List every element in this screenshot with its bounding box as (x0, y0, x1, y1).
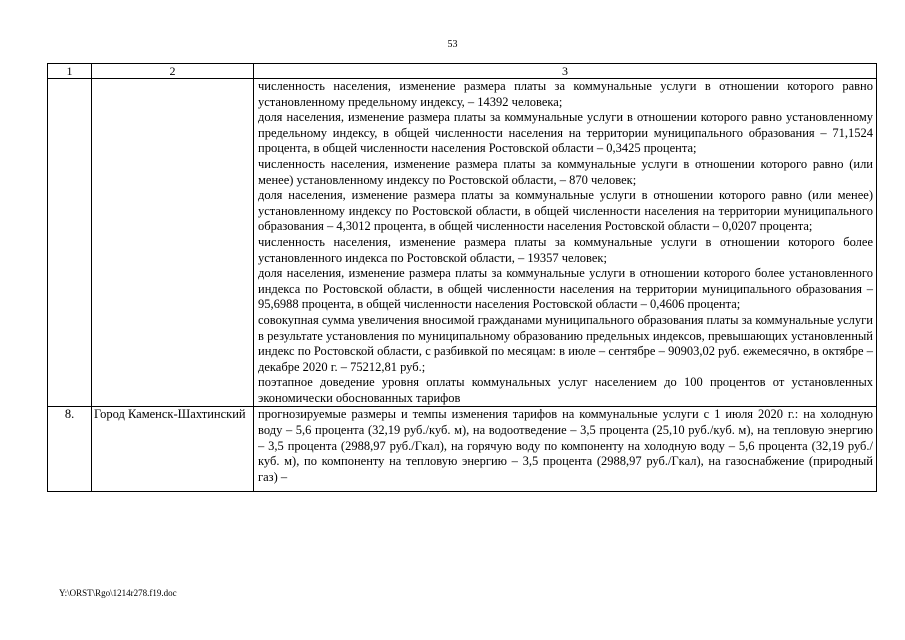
paragraph: численность населения, изменение размера платы за коммунальные услуги в отношении которого равно установленному предельному индексу, – 14392 человека; (258, 79, 873, 109)
municipality-name-cell: Город Каменск-Шахтинский (92, 407, 254, 492)
header-cell-2: 2 (92, 64, 254, 79)
document-table (47, 63, 877, 492)
file-path-footer: Y:\ORST\Rgo\1214r278.f19.doc (59, 588, 177, 598)
description-clip (258, 407, 873, 491)
paragraph: доля населения, изменение размера платы за коммунальные услуги в отношении которого равно установленному предельному индексу, в общей численности населения на территории муниципального образования – 71,1524 процента, в общей численности населения Ростовской области – 0,3425 процента; (258, 110, 873, 156)
table-row (48, 79, 877, 407)
row-number-cell (48, 79, 92, 407)
description-cell (254, 79, 877, 407)
table-header-row (48, 64, 877, 79)
description-cell (254, 407, 877, 492)
page-number: 53 (447, 39, 458, 50)
header-cell-3: 3 (254, 64, 877, 79)
paragraph: совокупная сумма увеличения вносимой гражданами муниципального образования платы за коммунальные услуги в результате установления по муниципальному образованию предельных индексов, превышающих установленный индекс по Ростовской области, с разбивкой по месяцам: в июле – сентябре – 90903,02 руб. ежемесячно, в октябре – декабре 2020 г. – 75212,81 руб.; (258, 312, 873, 374)
municipality-name-cell (92, 79, 254, 407)
paragraph: численность населения, изменение размера платы за коммунальные услуги в отношении которого равно (или менее) установленному индексу по Ростовской области, – 870 человек; (258, 156, 873, 187)
paragraph: доля населения, изменение размера платы за коммунальные услуги в отношении которого равно (или менее) установленному индексу по Ростовской области, в общей численности населения на территории муниципального образования – 4,3012 процента, в общей численности населения Ростовской области – 0,0207 процента; (258, 188, 873, 234)
paragraph: доля населения, изменение размера платы за коммунальные услуги в отношении которого более установленного индекса по Ростовской области, в общей численности населения на территории муниципального образования – 95,6988 процента, в общей численности населения Ростовской области – 0,4606 процента; (258, 266, 873, 312)
paragraph: численность населения, изменение размера платы за коммунальные услуги в отношении которого более установленного индекса по Ростовской области, – 19357 человек; (258, 234, 873, 265)
paragraph: прогнозируемые размеры и темпы изменения тарифов на коммунальные услуги с 1 июля 2020 г.: на холодную воду – 5,6 процента (32,19 руб./куб. м), на водоотведение – 3,5 процента (25,10 руб./куб. м), на тепловую энергию – 3,5 процента (2988,97 руб./Гкал), на горячую воду по компоненту на холодную воду – 5,6 процента (32,19 руб./куб. м), по компоненту на тепловую энергию – 3,5 процента (2988,97 руб./Гкал), на газоснабжение (природный газ) – (258, 407, 873, 484)
row-number-cell: 8. (48, 407, 92, 492)
table-row (48, 407, 877, 492)
paragraph: поэтапное доведение уровня оплаты коммунальных услуг населением до 100 процентов от установленных экономически обоснованных тарифов (258, 375, 873, 405)
header-cell-1: 1 (48, 64, 92, 79)
